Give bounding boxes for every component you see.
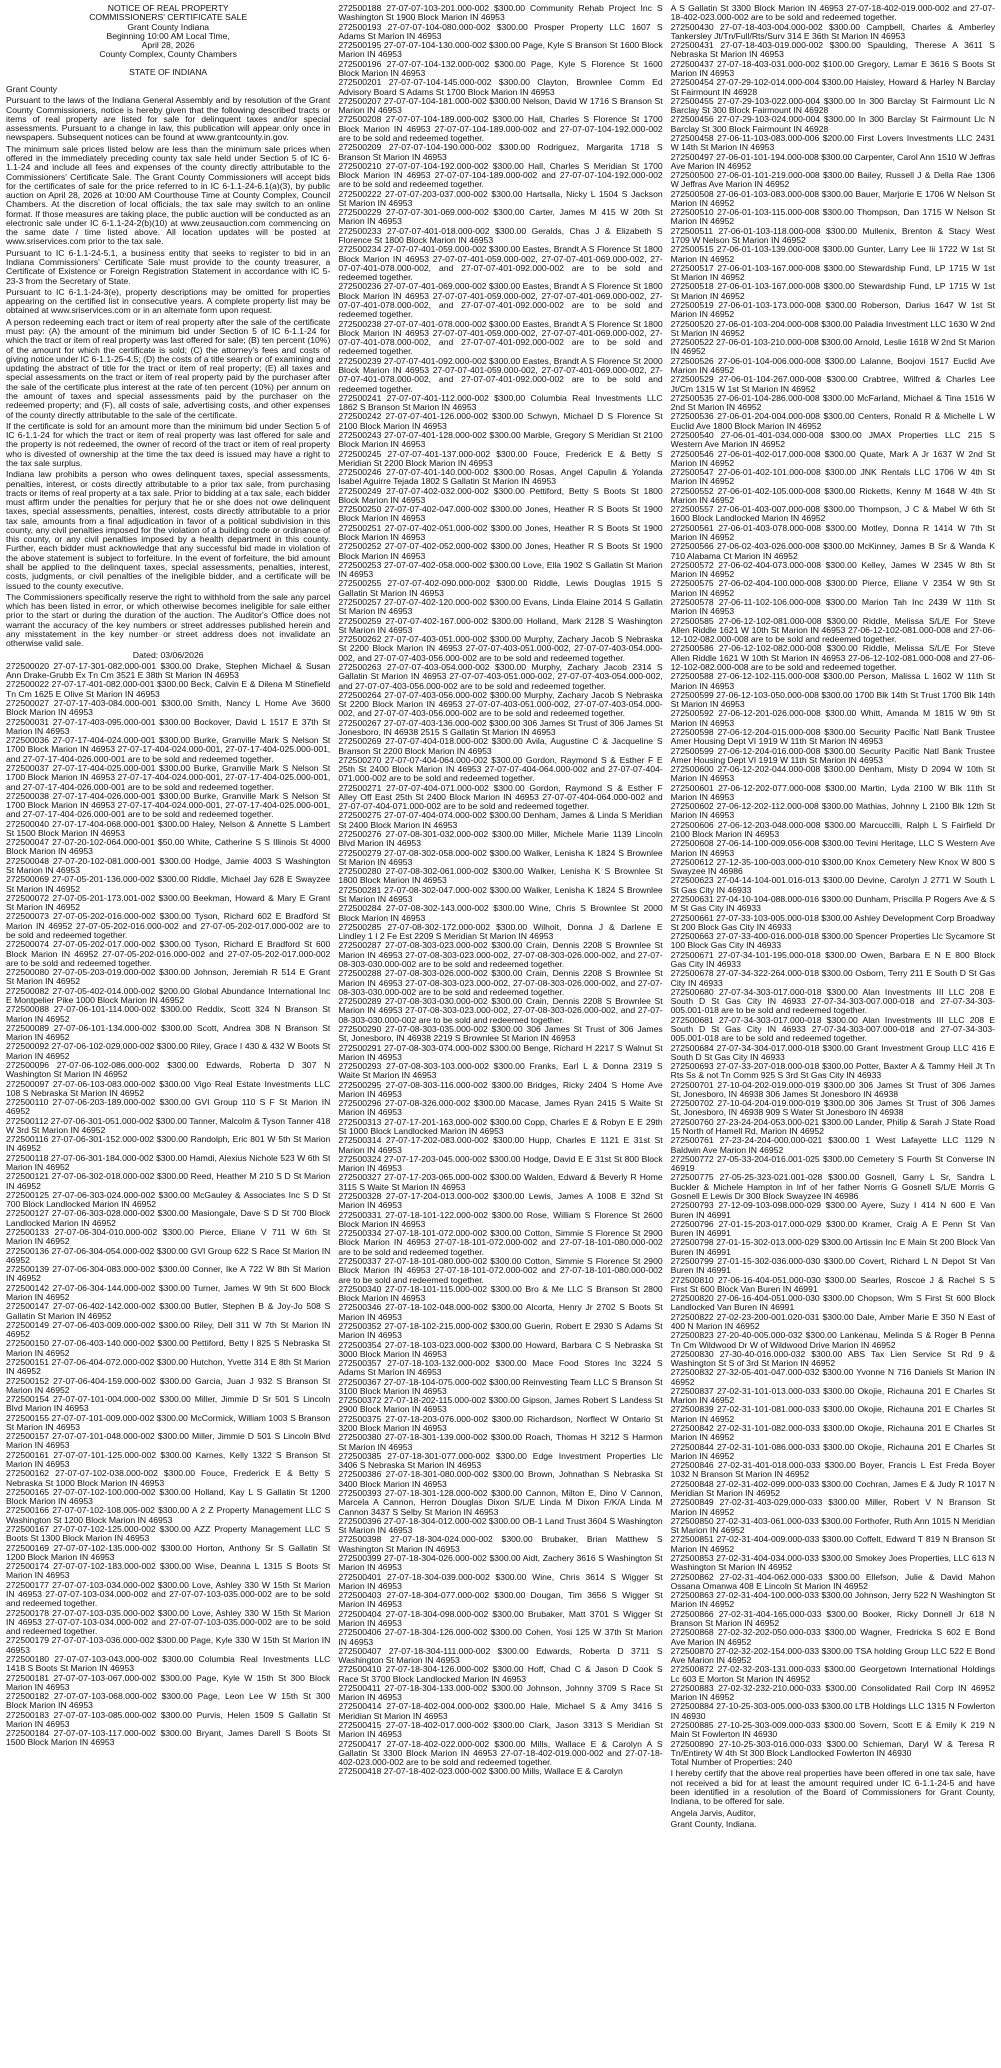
property-listing: 272500080 27-07-05-203-019.000-002 $300.00 Johnson, Jeremiah R 514 E Grant St Marion IN 46952 — [6, 967, 331, 987]
property-listing: 272500853 27-02-31-404-034.000-033 $300.00 Smokey Joes Properties, LLC 613 N Washington St Marion IN 46952 — [670, 1552, 995, 1573]
property-listing: 272500517 27-06-01-103-167.000-008 $300.00 Stewardship Fund, LP 1715 W 1st St Marion IN 46952 — [670, 262, 995, 283]
property-listing: 272500793 27-12-09-103-098.000-029 $300.00 Ayere, Suzy I 414 N 600 E Van Buren IN 46991 — [670, 1200, 995, 1220]
property-listing: 272500830 27-30-40-016.000-032 $300.00 ABS Tax Lien Service St Rd 9 & Washington St S of 3rd St Marion IN 46952 — [670, 1348, 995, 1369]
property-listing: 272500796 27-01-15-203-017.000-029 $300.00 Kramer, Craig A E Penn St Van Buren IN 46991 — [670, 1218, 995, 1239]
property-listing: 272500518 27-06-01-103-167.000-008 $300.00 Stewardship Fund, LP 1715 W 1st St Marion IN 46952 — [670, 281, 995, 301]
property-listing: 272500872 27-02-32-203-131.000-033 $300.00 Georgetown International Holdings Lc 603 E Morton St Marion IN 46952 — [670, 1664, 995, 1684]
property-listing: 272500208 27-07-07-104-189.000-002 $300.00 Hall, Charles S Florence St 1700 Block Marion IN 46953 27-07-07-104-189.000-002 and 27-07-07-104-192.000-002 are to be sold and redeemed together. — [338, 114, 663, 143]
property-listing: 272500284 27-07-08-302-143.000-002 $300.00 Wine, Chris S Brownlee St 2000 Block Marion IN 46953 — [338, 903, 663, 923]
property-listing: 272500407 27-07-18-304-111.000-002 $300.00 Edwards, Roberta D 3711 S Washington St Marion IN 46953 — [338, 1645, 663, 1666]
property-listing: 272500775 27-05-25-323-021.001-028 $300.00 Gosnell, Garry L Sr, Sandra L Buckler & Michele Hampton in lnf of her father Norris G Gosnell S/L/E Morris G Gosnell E Lewis Dr 300 Block Swayzee IN 46986 — [670, 1172, 995, 1201]
property-listing: 272500761 27-23-24-204-000.000-021 $300.00 1 West Lafayette LLC 1129 N Baldwin Ave Marion IN 46952 — [670, 1135, 995, 1155]
property-listing: 272500681 27-07-34-303-017.000-018 $300.00 Alan Investments III LLC 208 E South D St Gas City IN 46933 27-07-34-303-007.000-018 and 27-07-34-303-005.001-018 are to be sold and redeemed together. — [670, 1014, 995, 1044]
property-listing: 272500269 27-07-07-404-018.000-002 $300.00 Avila, Augustine C & Jacqueline S Branson St 2200 Block Marion IN 46953 — [338, 736, 663, 756]
property-listing: 272500798 27-01-15-302-013.000-029 $300.00 Artissin Inc E Main St 200 Block Van Buren IN 46991 — [670, 1237, 995, 1257]
property-listing: 272500631 27-04-10-104-088.000-016 $300.00 Dunham, Priscilla P Rogers Ave & S M St Gas City IN 46933 — [670, 894, 995, 914]
property-listing: 272500385 27-07-18-301-077.000-002 $300.00 Edge Investment Properties Llc 3406 S Nebraska St Marion IN 46953 — [338, 1450, 663, 1471]
property-listing: 272500684 27-07-34-304-017.000-018 $300.00 Grant Investment Group LLC 416 E South D St Gas City IN 46933 — [670, 1042, 995, 1062]
property-listing: 272500430 27-07-18-403-004.000-002 $300.00 Campbell, Charles & Amberley Tankersley Jt/Tn/Full/Rts/Surv 314 E 36th St Marion IN 46953 — [670, 21, 995, 41]
property-listing: 272500592 27-06-12-201-026.000-008 $300.00 Whitt, Amanda M 1815 W 9th St Marion IN 46953 — [670, 708, 995, 728]
property-listing: 272500851 27-02-31-404-009.000-033 $300.00 Coffelt, Edward T 819 N Branson St Marion IN 46952 — [670, 1534, 995, 1554]
property-listing: 272500166 27-07-07-102-108.005-002 $300.00 A 2 Z Property Management LLC S Washington St 1200 Block Marion IN 46953 — [6, 1505, 331, 1525]
property-listing: 272500606 27-06-12-203-048.000-008 $300.00 Marcuccilli, Ralph L S Fairfield Dr 2100 Block Marion IN 46953 — [670, 819, 995, 840]
property-listing: 272500702 27-10-04-204-019.000-019 $300.00 306 James St Trust of 306 James St, Jonesboro, IN 46938 909 S Water St Jonesboro IN 46938 — [670, 1098, 995, 1118]
notice-paragraph: The Commissioners specifically reserve the right to withhold from the sale any parcel which has been listed in error, or which otherwise becomes ineligible for sale either prior to the start or during the duration of the auction. The Auditor's Office does not warrant the accuracy of the key numbers or street addresses published herein and any misstatement in the key number or street address does not invalidate an otherwise valid sale. — [6, 591, 331, 649]
property-listing: 272500288 27-07-08-303-026.000-002 $300.00 Crain, Dennis 2208 S Brownlee St Marion IN 46953 27-07-08-303-023.000-002, 27-07-08-303-026.000-002, and 27-07-08-303-030.000-002 are to be sold and redeemed together. — [338, 968, 663, 997]
property-listing: 272500289 27-07-08-303-030.000-002 $300.00 Crain, Dennis 2208 S Brownlee St Marion IN 46953 27-07-08-303-023.000-002, 27-07-08-303-026.000-002, and 27-07-08-303-030.000-002 are to be sold and redeemed together. — [338, 996, 663, 1025]
property-listing: 272500177 27-07-07-103-034.000-002 $300.00 Love, Ashley 330 W 15th St Marion IN 46953 27-07-07-103-034.000-002 and 27-07-07-103-035.000-002 are to be sold and redeemed together. — [6, 1579, 331, 1609]
column-3 — [671, 4, 995, 2064]
property-listing: 272500263 27-07-07-403-054.000-002 $300.00 Murphy, Zachary Jacob 2314 S Gallatin St Marion IN 46953 27-07-07-403-051.000-002, 27-07-07-403-054.000-002, and 27-07-07-403-056.000-002 are to be sold and redeemed together. — [338, 661, 663, 691]
property-listing: 272500036 27-07-17-404-024.000-001 $300.00 Burke, Granville Mark S Nelson St 1700 Block Marion IN 46953 27-07-17-404-024.000-001, 27-07-17-404-025.000-001, and 27-07-17-404-026.000-001 are to be sold and redeemed together. — [6, 735, 331, 764]
property-listing: 272500246 27-07-07-401-140.000-002 $300.00 Rosas, Angel Capulin & Yolanda Isabel Aguirre Tejada 1802 S Gallatin St Marion IN 46953 — [338, 467, 663, 487]
property-listing: 272500678 27-07-34-322-264.000-018 $300.00 Osborn, Terry 211 E South D St Gas City IN 46933 — [670, 968, 995, 988]
property-listing: 272500255 27-07-07-402-090.000-002 $300.00 Riddle, Lewis Douglas 1915 S Gallatin St Marion IN 46953 — [338, 578, 663, 598]
property-listing: 272500839 27-02-31-101-081.000-033 $300.00 Okojie, Richauna 201 E Charles St Marion IN 46952 — [670, 1404, 995, 1424]
header-line: County Complex, County Chambers — [99, 49, 237, 60]
column-1 — [6, 4, 330, 2064]
property-listing: 272500372 27-07-18-202-115.000-002 $300.00 Gipson, James Robert S Landess St 2900 Block Marion IN 46953 — [338, 1395, 663, 1415]
property-listing: 272500601 27-06-12-202-077.000-008 $300.00 Martin, Lyda 2100 W Blk 11th St Marion IN 46953 — [670, 782, 995, 802]
total-properties: Total Number of Properties: 240 — [670, 1757, 792, 1768]
property-listing: 272500313 27-07-17-201-163.000-002 $300.00 Copp, Charles E & Robyn E E 29th St 1000 Block Landlocked Marion IN 46953 — [338, 1116, 663, 1137]
property-listing: 272500110 27-07-06-203-189.000-002 $300.00 GVI Group 110 S F St Marion IN 46952 — [6, 1097, 331, 1117]
property-listing: 272500183 27-07-07-103-085.000-002 $300.00 Purvis, Helen 1509 S Gallatin St Marion IN 46953 — [6, 1709, 331, 1729]
property-listing: 272500167 27-07-07-102-125.000-002 $300.00 AZZ Property Management LLC S Boots St 1300 Block Marion IN 46953 — [6, 1524, 331, 1544]
property-listing: 272500334 27-07-18-101-072.000-002 $300.00 Cotton, Simmie S Florence St 2900 Block Marion IN 46953 27-07-18-101-072.000-002 and 27-07-18-101-080.000-002 are to be sold and redeemed together. — [338, 1228, 663, 1257]
property-listing: 272500411 27-07-18-304-133.000-002 $300.00 Johnson, Johnny 3709 S Race St Marion IN 46953 — [338, 1682, 663, 1703]
property-listing: 272500196 27-07-07-104-132.000-002 $300.00 Page, Kyle S Florence St 1600 Block Marion IN 46953 — [338, 58, 663, 78]
property-listing: 272500182 27-07-07-103-068.000-002 $300.00 Page, Leon Lee W 15th St 300 Block Marion IN 46953 — [6, 1691, 331, 1711]
property-listing: 272500520 27-06-01-103-204.000-008 $300.00 Paladia Investment LLC 1630 W 2nd St Marion IN 46952 — [670, 318, 995, 338]
property-listing: 272500161 27-07-07-101-125.000-002 $300.00 Karnes, Kelly 1322 S Branson St Marion IN 46953 — [6, 1449, 331, 1470]
property-listing: 272500540 27-06-01-401-034.000-008 $300.00 JMAX Properties LLC 215 S Western Ave Marion IN 46952 — [670, 429, 995, 450]
notice-paragraph: The minimum sale prices listed below are less than the minimum sale prices when offered in the immediately preceding county tax sale held under Section 5 of IC 6-1.1-24 and include all fees and expenses of the county directly attributable to the Commissioners' Certificate Sale. The Grant County Commissioners will accept bids for the certificates of sale for the price referred to in IC 6-1.1-24-6.1(a)(3), by public auction on April 28, 2026 at 10:00 AM Courthouse Time at County Complex, Council Chambers. At the discretion of local officials, the tax sale may switch to an online format. If those measures are taking place, the public auction will be conducted as an electronic sale under IC 6-1.1-24-2(b)(10) at www.zeusauction.com commencing on the same date / time listed above. All location updates will be posted at www.sriservices.com prior to the tax sale. — [6, 143, 331, 247]
property-listing: 272500572 27-06-02-404-073.000-008 $300.00 Kelley, James W 2345 W 8th St Marion IN 46952 — [670, 559, 995, 580]
property-listing: 272500380 27-07-18-301-139.000-002 $300.00 Roach, Thomas H 3212 S Harmon St Marion IN 46953 — [338, 1432, 663, 1452]
property-listing: 272500037 27-07-17-404-025.000-001 $300.00 Burke, Granville Mark S Nelson St 1700 Block Marion IN 46953 27-07-17-404-024.000-001, 27-07-17-404-025.000-001, and 27-07-17-404-026.000-001 are to be sold and redeemed together. — [6, 762, 331, 792]
notice-header — [6, 4, 330, 60]
notice-paragraph: If the certificate is sold for an amount more than the minimum bid under Section 5 of IC 6-1.1-24 for which the tract or item of real property was last offered for sale and the property is not redeemed, the owner of record of the tract or item of real property who is divested of ownership at the time the tax deed is issued may have a right to the tax sale surplus. — [6, 420, 331, 468]
header-line: NOTICE OF REAL PROPERTY — [107, 4, 229, 13]
property-listing: 272500147 27-07-06-402-142.000-002 $300.00 Butler, Stephen B & Joy-Jo 508 S Gallatin St Marion IN 46952 — [6, 1301, 331, 1321]
property-listing: 272500180 27-07-07-103-043.000-002 $300.00 Columbia Real Investments LLC 1418 S Boots St Marion IN 46953 — [6, 1653, 331, 1674]
property-listing: 272500680 27-07-34-303-017.000-018 $300.00 Alan Investments III LLC 208 E South D St Gas City IN 46933 27-07-34-303-007.000-018 and 27-07-34-303-005.001-018 are to be sold and redeemed together. — [670, 986, 995, 1016]
property-listing: 272500561 27-06-01-403-078.000-008 $300.00 Motley, Donna R 1414 W 7th St Marion IN 46952 — [670, 522, 995, 543]
property-listing: 272500760 27-23-24-204-053.000-021 $300.00 Lander, Philip & Sarah J State Road 15 North of Hamell Rd, Marion IN 46952 — [670, 1116, 995, 1137]
property-listing: 272500178 27-07-07-103-035.000-002 $300.00 Love, Ashley 330 W 15th St Marion IN 46953 27-07-07-103-034.000-002 and 27-07-07-103-035.000-002 are to be sold and redeemed together. — [6, 1607, 331, 1637]
property-listing: 272500866 27-02-31-404-165.000-033 $300.00 Booker, Ricky Donnell Jr 618 N Branson St Marion IN 46952 — [670, 1608, 995, 1628]
property-listing: 272500600 27-06-12-202-044.000-008 $300.00 Denham, Misty D 2094 W 10th St Marion IN 46953 — [670, 764, 995, 784]
property-listing: 272500149 27-07-06-403-009.000-002 $300.00 Riley, Dell 311 W 7th St Marion IN 46952 — [6, 1319, 331, 1340]
auditor-signature: Angela Jarvis, Auditor, — [670, 1807, 756, 1818]
property-listing: 272500201 27-07-07-104-145.000-002 $300.00 Clayton, Brownlee Comm Ed Advisory Board S Adams St 1700 Block Marion IN 46953 — [338, 77, 663, 97]
property-listing: 272500020 27-07-17-301-082.000-001 $300.00 Drake, Stephen Michael & Susan Ann Drake-Grubb Ex Tn Cm 3521 E 38th St Marion IN 46953 — [6, 660, 331, 681]
property-listing: 272500885 27-10-25-303-009.000-033 $300.00 Sovern, Scott E & Emily K 219 N Main St Fowlerton IN 46930 — [670, 1720, 995, 1740]
property-listing: 272500241 27-07-07-401-112.000-002 $300.00 Columbia Real Investments LLC 1862 S Branson St Marion IN 46953 — [338, 392, 663, 413]
property-listing: 272500251 27-07-07-402-051.000-002 $300.00 Jones, Heather R S Boots St 1900 Block Marion IN 46953 — [338, 522, 663, 543]
property-listing: 272500837 27-02-31-101-013.000-033 $300.00 Okojie, Richauna 201 E Charles St Marion IN 46952 — [670, 1385, 995, 1406]
property-listing: 272500526 27-06-01-104-006.000-008 $300.00 Lalanne, Boojovi 1517 Euclid Ave Marion IN 46952 — [670, 355, 995, 375]
header-line: COMMISSIONERS' CERTIFICATE SALE — [89, 12, 248, 23]
property-listing: 272500519 27-06-01-103-173.000-008 $300.00 Roberson, Darius 1647 W 1st St Marion IN 46952 — [670, 300, 995, 320]
property-listing: 272500598 27-06-12-204-015.000-008 $300.00 Security Pacific Natl Bank Trustee Amer Housing Dept VI 1919 W 11th St Marion IN 46953 — [670, 726, 995, 747]
property-listing: 272500072 27-07-05-201-173.001-002 $300.00 Beekman, Howard & Mary E Grant St Marion IN 46952 — [6, 892, 331, 913]
property-listing: 272500396 27-07-18-304-012.000-002 $300.00 OB-1 Land Trust 3604 S Washington St Marion IN 46953 — [338, 1515, 663, 1536]
property-listing: 272500823 27-20-40-005.000-032 $300.00 Lankenau, Melinda S & Roger B Penna Tn Cm Wildwood Dr W of Wildwood Drive Marion IN 46952 — [670, 1330, 995, 1350]
header-line: Beginning 10:00 AM Local Time, — [106, 30, 230, 41]
property-listing: 272500181 27-07-07-103-067.000-002 $300.00 Page, Kyle W 15th St 300 Block Marion IN 46953 — [6, 1672, 331, 1692]
property-listing: 272500139 27-07-06-304-083.000-002 $300.00 Conner, Ike A 722 W 8th St Marion IN 46952 — [6, 1264, 331, 1284]
state-heading: STATE OF INDIANA — [129, 66, 208, 77]
property-listing: 272500295 27-07-08-303-116.000-002 $300.00 Bridges, Ricky 2404 S Home Ave Marion IN 46953 — [338, 1079, 663, 1099]
property-listing: 272500239 27-07-07-401-092.000-002 $300.00 Eastes, Brandt A S Florence St 2000 Block Marion IN 46953 27-07-07-401-059.000-002, 27-07-07-401-069.000-002, 27-07-07-401-078.000-002, and 27-07-07-401-092.000-002 are to be sold and redeemed together. — [338, 355, 663, 394]
property-listing: 272500890 27-10-25-303-016.000-033 $300.00 Schieman, Daryl W & Teresa R Tn/Entirety W 4th St 300 Block Landlocked Fowlerton IN 46930 — [670, 1738, 995, 1758]
property-listing: 272500850 27-02-31-403-061.000-033 $300.00 Forthofer, Ruth Ann 1015 N Meridian St Marion IN 46952 — [670, 1515, 995, 1536]
property-listing: 272500162 27-07-07-102-038.000-002 $300.00 Fouce, Frederick E & Betty S Nebraska St 1000 Block Marion IN 46953 — [6, 1468, 331, 1488]
property-listing: 272500515 27-06-01-103-139.000-008 $300.00 Gunter, Larry Lee Iii 1722 W 1st St Marion IN 46952 — [670, 244, 995, 264]
county-signature: Grant County, Indiana. — [670, 1818, 757, 1829]
property-listing: 272500393 27-07-18-301-128.000-002 $300.00 Cannon, Milton E, Dino V Cannon, Marcela A Cannon, Herron Douglas Dixon S/L/E Linda M Dixon F/K/A Linda M Cannon 3437 S Selby St Marion IN 46953 — [338, 1488, 663, 1517]
property-listing: 272500121 27-07-06-302-018.000-002 $300.00 Reed, Heather M 210 S D St Marion IN 46952 — [6, 1171, 331, 1191]
property-listing: 272500112 27-07-06-301-051.000-002 $300.00 Tanner, Malcolm & Tyson Tanner 418 W 3rd St Marion IN 46952 — [6, 1115, 331, 1135]
property-listing: 272500296 27-07-08-326.000-002 $300.00 Macase, James Ryan 2415 S Waite St Marion IN 46953 — [338, 1098, 663, 1118]
property-listing: 272500088 27-07-06-101-114.000-002 $300.00 Reddix, Scott 324 N Branson St Marion IN 46952 — [6, 1004, 331, 1024]
property-listing: 272500404 27-07-18-304-098.000-002 $300.00 Brubaker, Matt 3701 S Wigger St Marion IN 46953 — [338, 1608, 663, 1628]
property-listing: 272500165 27-07-07-102-100.000-002 $300.00 Holland, Kay L S Gallatin St 1200 Block Marion IN 46953 — [6, 1486, 331, 1507]
listing-list-col1 — [6, 662, 330, 1748]
property-listing: 272500222 27-07-07-203-037.000-002 $300.00 Hartsalla, Nicky L 1504 S Jackson St Marion IN 46953 — [338, 188, 663, 208]
property-listing: 272500844 27-02-31-101-086.000-033 $300.00 Okojie, Richauna 201 E Charles St Marion IN 46952 — [670, 1441, 995, 1461]
property-listing: 272500275 27-07-07-404-074.000-002 $300.00 Denham, James & Linda S Meridian St 2400 Block Marion IN 46953 — [338, 810, 663, 830]
property-listing: 272500271 27-07-07-404-071.000-002 $300.00 Gordon, Raymond S & Esther F Alley Off East 25th St 2400 Block Marion IN 46953 27-07-07-404-064.000-002 and 27-07-07-404-071.000-002 are to be sold and redeemed together. — [338, 782, 663, 812]
property-listing: 272500314 27-07-17-202-083.000-002 $300.00 Hupp, Charles E 1121 E 31st St Marion IN 46953 — [338, 1135, 663, 1155]
property-listing: 272500280 27-07-08-302-061.000-002 $300.00 Walker, Lenisha K S Brownlee St 1800 Block Marion IN 46953 — [338, 866, 663, 886]
property-listing: 272500242 27-07-07-401-126.000-002 $300.00 Schwyn, Michael D S Florence St 2100 Block Marion IN 46953 — [338, 411, 663, 431]
property-listing: 272500552 27-06-01-402-105.000-008 $300.00 Ricketts, Kenny M 1648 W 4th St Marion IN 46952 — [670, 485, 995, 505]
property-listing: 272500169 27-07-07-102-135.000-002 $300.00 Horton, Anthony Sr S Gallatin St 1200 Block Marion IN 46953 — [6, 1542, 331, 1562]
property-listing: 272500842 27-02-31-101-082.000-033 $300.00 Okojie, Richauna 201 E Charles St Marion IN 46952 — [670, 1423, 995, 1443]
property-listing: 272500883 27-02-32-232-210.000-033 $300.00 Consolidated Rail Corp IN 46952 Marion IN 46952 — [670, 1682, 995, 1703]
property-listing: 272500152 27-07-06-404-159.000-002 $300.00 Garcia, Juan J 932 S Branson St Marion IN 46952 — [6, 1375, 331, 1395]
property-listing: 272500184 27-07-07-103-117.000-002 $300.00 Bryant, James Darell S Boots St 1500 Block Marion IN 46953 — [6, 1728, 331, 1748]
property-listing: 272500038 27-07-17-404-026.000-001 $300.00 Burke, Granville Mark S Nelson St 1700 Block Marion IN 46953 27-07-17-404-024.000-001, 27-07-17-404-025.000-001, and 27-07-17-404-026.000-001 are to be sold and redeemed together. — [6, 790, 331, 820]
property-listing: 272500327 27-07-17-203-065.000-002 $300.00 Walden, Edward & Beverly R Home 3115 S Waite St Marion IN 46953 — [338, 1172, 663, 1192]
property-listing: 272500207 27-07-07-104-181.000-002 $300.00 Nelson, David W 1716 S Branson St Marion IN 46953 — [338, 95, 663, 116]
property-listing: 272500599 27-06-12-204-016.000-008 $300.00 Security Pacific Natl Bank Trustee Amer Housing Dept VI 1919 W 11th St Marion IN 46953 — [670, 745, 995, 765]
property-listing: 272500257 27-07-07-402-120.000-002 $300.00 Evans, Linda Elaine 2014 S Gallatin St Marion IN 46953 — [338, 597, 663, 617]
property-listing: 272500455 27-07-29-103-022.000-004 $300.00 In 300 Barclay St Fairmount Llc N Barclay St 300 Block Fairmount IN 46928 — [670, 95, 995, 116]
property-listing: 272500337 27-07-18-101-080.000-002 $300.00 Cotton, Simmie S Florence St 2900 Block Marion IN 46953 27-07-18-101-072.000-002 and 27-07-18-101-080.000-002 are to be sold and redeemed together. — [338, 1255, 663, 1285]
property-listing: 272500418 27-07-18-402-023.000-002 $300.00 Mills, Wallace E & Carolyn — [338, 1766, 623, 1777]
property-listing: 272500252 27-07-07-402-052.000-002 $300.00 Jones, Heather R S Boots St 1900 Block Marion IN 46953 — [338, 541, 663, 561]
property-listing: 272500027 27-07-17-403-084.000-001 $300.00 Smith, Nancy L Home Ave 3600 Block Marion IN 46953 — [6, 697, 331, 718]
property-listing: 272500293 27-07-08-303-103.000-002 $300.00 Franks, Earl L & Donna 2319 S Waite St Marion IN 46953 — [338, 1061, 663, 1081]
property-listing: 272500209 27-07-07-104-190.000-002 $300.00 Rodriguez, Margarita 1718 S Branson St Marion IN 46953 — [338, 142, 663, 162]
property-listing: 272500233 27-07-07-401-018.000-002 $300.00 Geralds, Chas J & Elizabeth S Florence St 1800 Block Marion IN 46953 — [338, 225, 663, 246]
property-listing: 272500074 27-07-05-202-017.000-002 $300.00 Tyson, Richard E Bradford St 600 Block Marion IN 46952 27-07-05-202-016.000-002 and 27-07-05-202-017.000-002 are to be sold and redeemed together. — [6, 939, 331, 968]
property-listing: 272500262 27-07-07-403-051.000-002 $300.00 Murphy, Zachary Jacob S Nebraska St 2200 Block Marion IN 46953 27-07-07-403-051.000-002, 27-07-07-403-054.000-002, and 27-07-07-403-056.000-002 are to be sold and redeemed together. — [338, 634, 663, 663]
property-listing: 272500612 27-12-35-100-003.000-010 $300.00 Knox Cemetery New Knox W 800 S Swayzee IN 46986 — [670, 856, 995, 877]
property-listing: 272500125 27-07-06-303-024.000-002 $300.00 McGauley & Associates Inc S D St 700 Block Landlocked Marion IN 46952 — [6, 1189, 331, 1210]
property-listing: 272500799 27-01-15-302-036.000-030 $300.00 Covert, Richard L N Depot St Van Buren IN 46991 — [670, 1255, 995, 1276]
property-listing: 272500245 27-07-07-401-137.000-002 $300.00 Fouce, Frederick E & Betty S Meridian St 2200 Block Marion IN 46953 — [338, 448, 663, 468]
property-listing: 272500276 27-07-08-301-032.000-002 $300.00 Miller, Michele Marie 1139 Lincoln Blvd Marion IN 46953 — [338, 829, 663, 849]
property-listing: 272500047 27-07-20-102-064.000-001 $50.00 White, Catherine S S Illinois St 4000 Block Marion IN 46953 — [6, 837, 331, 857]
property-listing: 272500557 27-06-01-403-007.000-008 $300.00 Thompson, J C & Mabel W 6th St 1600 Block Landlocked Marion IN 46952 — [670, 504, 995, 524]
property-listing: 272500510 27-06-01-103-115.000-008 $300.00 Thompson, Dan 1715 W Nelson St Marion IN 46952 — [670, 207, 995, 227]
property-listing: 272500403 27-07-18-304-077.000-002 $300.00 Dougan, Tim 3656 S Wigger St Marion IN 46953 — [338, 1590, 663, 1610]
property-listing: 272500586 27-06-12-102-082.000-008 $300.00 Riddle, Melissa S/L/E For Steve Allen Riddle 1621 W 10th St Marion IN 46953 27-06-12-102-081.000-008 and 27-06-12-102-082.000-008 are to be sold and redeemed together. — [670, 643, 995, 672]
property-listing: 272500048 27-07-20-102-081.000-001 $300.00 Hodge, Jamie 4003 S Washington St Marion IN 46953 — [6, 855, 331, 876]
property-listing: 272500410 27-07-18-304-126.000-002 $300.00 Hoff, Chad C & Jason D Cook S Race St 3700 Block Landlocked Marion IN 46953 — [338, 1664, 663, 1684]
property-listing: 272500179 27-07-07-103-036.000-002 $300.00 Page, Kyle 330 W 15th St Marion IN 46953 — [6, 1635, 331, 1655]
property-listing: 272500375 27-07-18-203-076.000-002 $300.00 Richardson, Norflect W Ontario St 3200 Block Marion IN 46953 — [338, 1413, 663, 1434]
property-listing: 272500454 27-07-29-102-014.000-004 $300.00 Haisley, Howard & Harley N Barclay St Fairmount IN 46928 — [670, 77, 995, 97]
property-listing: 272500040 27-07-17-404-068.000-001 $300.00 Haley, Nelson & Annette S Lambert St 1500 Block Marion IN 46953 — [6, 818, 331, 838]
property-listing: 272500846 27-02-31-401-018.000-033 $300.00 Boyer, Francis L Est Freda Boyer 1032 N Branson St Marion IN 46952 — [670, 1460, 995, 1480]
property-listing: 272500497 27-06-01-101-194.000-008 $300.00 Carpenter, Carol Ann 1510 W Jeffras Ave Marion IN 46952 — [670, 151, 995, 171]
property-listing: 272500238 27-07-07-401-078.000-002 $300.00 Eastes, Brandt A S Florence St 1800 Block Marion IN 46953 27-07-07-401-059.000-002, 27-07-07-401-069.000-002, 27-07-07-401-078.000-002, and 27-07-07-401-092.000-002 are to be sold and redeemed together. — [338, 318, 663, 357]
property-listing: 272500810 27-06-16-404-051.000-030 $300.00 Searles, Roscoe J & Rachel S S First St 600 Block Van Buren IN 46991 — [670, 1274, 995, 1294]
property-listing: 272500285 27-07-08-302-172.000-002 $300.00 Wilhoit, Donna J & Darlene E Lindley 1 I 2 Fe Est 2209 S Meridian St Marion IN 46953 — [338, 921, 663, 942]
property-listing: 272500346 27-07-18-102-048.000-002 $300.00 Alcorta, Henry Jr 2702 S Boots St Marion IN 46953 — [338, 1302, 663, 1322]
property-listing: 272500415 27-07-18-402-017.000-002 $300.00 Clark, Jason 3313 S Meridian St Marion IN 46953 — [338, 1720, 663, 1740]
property-listing: 272500229 27-07-07-301-069.000-002 $300.00 Carter, James M 415 W 20th St Marion IN 46953 — [338, 207, 663, 227]
property-listing: 272500437 27-07-18-403-031.000-002 $100.00 Gregory, Lamar E 3616 S Boots St Marion IN 46953 — [670, 58, 995, 78]
property-listing: 272500701 27-10-04-202-019.000-019 $300.00 306 James St Trust of 306 James St, Jonesboro, IN 46938 306 James St Jonesboro IN 46938 — [670, 1079, 995, 1099]
property-listing: 272500236 27-07-07-401-069.000-002 $300.00 Eastes, Brandt A S Florence St 1800 Block Marion IN 46953 27-07-07-401-059.000-002, 27-07-07-401-069.000-002, 27-07-07-401-078.000-002, and 27-07-07-401-092.000-002 are to be sold and redeemed together. — [338, 281, 663, 320]
property-listing: 272500195 27-07-07-104-130.000-002 $300.00 Page, Kyle S Branson St 1600 Block Marion IN 46953 — [338, 40, 663, 60]
property-listing: 272500367 27-07-18-104-075.000-002 $300.00 Reinvesting Team LLC S Branson St 3100 Block Marion IN 46953 — [338, 1376, 663, 1396]
listing-list-col2 — [338, 4, 662, 1777]
property-listing: 272500849 27-02-31-403-029.000-033 $300.00 Miller, Robert V N Branson St Marion IN 46952 — [670, 1497, 995, 1517]
property-listing: 272500578 27-06-11-102-106.000-008 $300.00 Marion Tah Inc 2439 W 11th St Marion IN 46953 — [670, 597, 995, 617]
property-listing: 272500870 27-02-32-202-154.000-033 $300.00 TSA holding Group LLC 522 E Bond Ave Marion IN 46952 — [670, 1645, 995, 1666]
property-listing: 272500155 27-07-07-101-009.000-002 $300.00 McCormick, William 1003 S Branson St Marion IN 46953 — [6, 1412, 331, 1432]
property-listing: 272500210 27-07-07-104-192.000-002 $300.00 Hall, Charles S Meridian St 1700 Block Marion IN 46953 27-07-07-104-189.000-002 and 27-07-07-104-192.000-002 are to be sold and redeemed together. — [338, 160, 663, 190]
property-listing: 272500281 27-07-08-302-047.000-002 $300.00 Walker, Lenisha K 1824 S Brownlee St Marion IN 46953 — [338, 884, 663, 904]
property-listing: 272500511 27-06-01-103-118.000-008 $300.00 Mullenix, Brenton & Stacy West 1709 W Nelson St Marion IN 46952 — [670, 225, 995, 246]
property-listing: 272500096 27-07-06-102-086.000-002 $300.00 Edwards, Roberta D 307 N Washington St Marion IN 46952 — [6, 1059, 331, 1080]
property-listing: 272500884 27-10-25-303-005.000-033 $300.00 LTB Holdings LLC 1315 N Fowlerton IN 46930 — [670, 1701, 995, 1721]
notice-paragraph: Pursuant to IC 6-1.1-24-5.1, a business entity that seeks to register to bid in an Indiana Commissioners' Certificate Sale must provide to the county treasurer, a Certificate of Existence or Foreign Registration Statement in accordance with IC 5-23-3 from the Secretary of State. — [6, 247, 331, 286]
property-listing: 272500250 27-07-07-402-047.000-002 $300.00 Jones, Heather R S Boots St 1900 Block Marion IN 46953 — [338, 504, 663, 524]
property-listing: 272500357 27-07-18-103-132.000-002 $300.00 Mace Food Stores Inc 3224 S Adams St Marion IN 46953 — [338, 1358, 663, 1378]
property-listing: 272500414 27-07-18-402-004.000-002 $300.00 Hale, Michael S & Amy 3416 S Meridian St Marion IN 46953 — [338, 1701, 663, 1721]
certification-text: I hereby certify that the above real properties have been offered in one tax sale, have not received a bid for at least the amount required under IC 6-1.1-24-5 and have been identified in a resolution of the Board of Commissioners for Grant County, Indiana, to be offered for sale. — [670, 1768, 995, 1807]
property-listing: 272500142 27-07-06-304-144.000-002 $300.00 Turner, James W 9th St 600 Block Marion IN 46952 — [6, 1282, 331, 1302]
property-listing: 272500118 27-07-06-301-184.000-002 $300.00 Hamdi, Alexius Nichole 523 W 6th St Marion IN 46952 — [6, 1152, 331, 1173]
property-listing: 272500097 27-07-06-103-083.000-002 $300.00 Vigo Real Estate Investments LLC 108 S Nebraska St Marion IN 46952 — [6, 1078, 331, 1098]
property-listing: 272500575 27-06-02-404-100.000-008 $300.00 Pierce, Eliane V 2354 W 9th St Marion IN 46952 — [670, 578, 995, 598]
property-listing: 272500290 27-07-08-303-035.000-002 $300.00 306 James St Trust of 306 James St, Jonesboro, IN 46938 2219 S Brownlee St Marion IN 46953 — [338, 1023, 663, 1044]
property-listing: 272500456 27-07-29-103-024.000-004 $300.00 In 300 Barclay St Fairmount Llc N Barclay St 300 Block Fairmount IN 46928 — [670, 114, 995, 134]
property-listing: 272500154 27-07-07-101-004.000-002 $300.00 Miller, Jimmie D Sr 501 S Lincoln Blvd Marion IN 46953 — [6, 1394, 331, 1414]
property-listing: 272500259 27-07-07-402-167.000-002 $300.00 Holland, Mark 2128 S Washington St Marion IN 46953 — [338, 615, 663, 635]
property-listing: 272500150 27-07-06-403-140.000-002 $300.00 Pettiford, Betty I 825 S Nebraska St Marion IN 46952 — [6, 1338, 331, 1358]
property-listing: 272500082 27-07-05-402-014.000-002 $200.00 Global Abundance International Inc E Montpelier Pike 1000 Block Marion IN 46952 — [6, 985, 331, 1005]
property-listing: 272500848 27-02-31-402-099.000-033 $300.00 Cochran, James E & Judy R 1017 N Meridian St Marion IN 46952 — [670, 1478, 995, 1498]
property-listing: 272500820 27-06-16-404-051.000-030 $300.00 Chopson, Wm S First St 600 Block Landlocked Van Buren IN 46991 — [670, 1293, 995, 1313]
property-listing: 272500566 27-06-02-403-026.000-008 $300.00 McKinney, James B Sr & Wanda K 710 Alabama Ct Marion IN 46952 — [670, 541, 995, 561]
property-listing: 272500401 27-07-18-304-039.000-002 $300.00 Wine, Chris 3614 S Wigger St Marion IN 46953 — [338, 1571, 663, 1591]
header-line: April 28, 2026 — [141, 40, 195, 51]
property-listing: 272500092 27-07-06-102-029.000-002 $300.00 Riley, Grace I 430 & 432 W Boots St Marion IN 46952 — [6, 1041, 331, 1061]
property-listing: 272500151 27-07-06-404-072.000-002 $300.00 Hutchon, Yvette 314 E 8th St Marion IN 46952 — [6, 1356, 331, 1377]
county-line: Grant County — [6, 83, 58, 94]
property-listing: 272500399 27-07-18-304-026.000-002 $300.00 Aidt, Zachery 3616 S Washington St Marion IN 46953 — [338, 1552, 663, 1573]
property-listing: 272500031 27-07-17-403-095.000-001 $300.00 Bockover, David L 1517 E 37th St Marion IN 46953 — [6, 716, 331, 736]
property-listing: 272500522 27-06-01-103-210.000-008 $300.00 Arnold, Leslie 1618 W 2nd St Marion IN 46952 — [670, 337, 995, 357]
property-listing: 272500291 27-07-08-303-074.000-002 $300.00 Benge, Richard H 2217 S Walnut St Marion IN 46953 — [338, 1042, 663, 1062]
property-listing: 272500264 27-07-07-403-056.000-002 $300.00 Murphy, Zachary Jacob S Nebraska St 2200 Block Marion IN 46953 27-07-07-403-051.000-002, 27-07-07-403-054.000-002, and 27-07-07-403-056.000-002 are to be sold and redeemed together. — [338, 689, 663, 719]
property-listing: 272500328 27-07-17-204-013.000-002 $300.00 Lewis, James A 1008 E 32nd St Marion IN 46953 — [338, 1191, 663, 1211]
property-listing: 272500608 27-06-14-100-009.056-008 $300.00 Tevini Heritage, LLC S Western Ave Marion IN 46953 — [670, 838, 995, 858]
property-listing: 272500671 27-07-34-101-195.000-018 $300.00 Owen, Barbara E N E 800 Block Gas City IN 46933 — [670, 949, 995, 969]
property-listing: 272500386 27-07-18-301-080.000-002 $300.00 Brown, Johnathan S Nebraska St 3400 Block Marion IN 46953 — [338, 1469, 663, 1489]
property-listing: 272500354 27-07-18-103-023.000-002 $300.00 Howard, Barbara C S Nebraska St 3000 Block Marion IN 46953 — [338, 1339, 663, 1359]
property-listing: 272500663 27-07-33-400-016.000-018 $300.00 Spencer Properties Llc Sycamore St 100 Block Gas City IN 46933 — [670, 931, 995, 951]
property-listing: 272500234 27-07-07-401-059.000-002 $300.00 Eastes, Brandt A S Florence St 1800 Block Marion IN 46953 27-07-07-401-059.000-002, 27-07-07-401-069.000-002, 27-07-07-401-078.000-002, and 27-07-07-401-092.000-002 are to be sold and redeemed together. — [338, 244, 663, 283]
property-listing: 272500822 27-02-23-200-001.020-031 $300.00 Dale, Amber Marie E 350 N East of 400 N Marion IN 46952 — [670, 1311, 995, 1331]
listing-list-col3 — [671, 4, 995, 1758]
property-listing: 272500073 27-07-05-202-016.000-002 $300.00 Tyson, Richard 602 E Bradford St Marion IN 46952 27-07-05-202-016.000-002 and 27-07-05-202-017.000-002 are to be sold and redeemed together. — [6, 911, 331, 940]
property-listing: 272500267 27-07-07-403-136.000-002 $300.00 306 James St Trust of 306 James St Jonesboro, IN 46938 2515 S Gallatin St Marion IN 46953 — [338, 717, 663, 737]
property-listing: 272500431 27-07-18-403-019.000-002 $300.00 Spaulding, Therese A 3611 S Nebraska St Marion IN 46953 — [670, 40, 995, 60]
notice-paragraph: Pursuant to the laws of the Indiana General Assembly and by resolution of the Grant County Commissioners, notice is hereby given that the following described tracts or items of real property are listed for sale for delinquent taxes and/or special assessments. Pursuant to a change in law, this publication will appear only once in newspapers. Subsequent notices can be found at www.grantcounty.in.gov. — [6, 95, 331, 143]
property-listing: 272500458 27-06-11-103-083.000-006 $200.00 First Lovers Investments LLC 2431 W 14th St Marion IN 46953 — [670, 132, 995, 153]
property-listing: 272500529 27-06-01-104-267.000-008 $300.00 Crabtree, Wilfred & Charles Lee Jt/Cm 1315 W 1st St Marion IN 46952 — [670, 374, 995, 394]
property-listing: 272500340 27-07-18-101-115.000-002 $300.00 Bro & Me LLC S Branson St 2800 Block Marion IN 46953 — [338, 1283, 663, 1304]
property-listing: 272500546 27-06-01-402-017.000-008 $300.00 Quate, Mark A Jr 1637 W 2nd St Marion IN 46952 — [670, 448, 995, 468]
property-listing: 272500588 27-06-12-102-115.000-008 $300.00 Person, Malissa L 1602 W 11th St Marion IN 46953 — [670, 671, 995, 691]
property-listing: 272500127 27-07-06-303-028.000-002 $300.00 Masiongale, Dave S D St 700 Block Landlocked Marion IN 46952 — [6, 1208, 331, 1228]
property-listing: 272500585 27-06-12-102-081.000-008 $300.00 Riddle, Melissa S/L/E For Steve Allen Riddle 1621 W 10th St Marion IN 46953 27-06-12-102-081.000-008 and 27-06-12-102-082.000-008 are to be sold and redeemed together. — [670, 615, 995, 645]
property-listing: 272500693 27-07-33-207-018.000-018 $300.00 Potter, Baxter A & Tammy Heil Jt Tn Rts Ss & not Tn Comm 925 S 3rd St Gas City IN 46933 — [670, 1061, 995, 1081]
property-listing: 272500868 27-02-32-202-050.000-033 $300.00 Wagner, Fredricka S 602 E Bond Ave Marion IN 46952 — [670, 1627, 995, 1647]
property-listing: 272500324 27-07-17-203-045.000-002 $300.00 Hodge, David E E 31st St 800 Block Marion IN 46953 — [338, 1153, 663, 1174]
property-listing: 272500331 27-07-18-101-122.000-002 $300.00 Rose, William S Florence St 2600 Block Marion IN 46953 — [338, 1209, 663, 1229]
notice-paragraph: Indiana law prohibits a person who owes delinquent taxes, special assessments, penalties, interest, or costs directly attributable to a prior tax sale, from purchasing tracts or items of real property at a tax sale. Prior to bidding at a tax sale, each bidder must affirm under the penalties for perjury that he or she does not owe delinquent taxes, special assessments, penalties, interest, costs directly attributable to a prior tax sale, amounts from a final adjudication in favor of a political subdivision in this county, any civil penalties imposed for the violation of a building code or ordinance of this county, or any civil penalties imposed by a health department in this county. Further, each bidder must acknowledge that any successful bid made in violation of the above statement is subject to forfeiture. In the event of forfeiture, the bid amount shall be applied to the delinquent taxes, special assessments, penalties, interest, costs, judgments, or civil penalties of the ineligible bidder, and a certificate will be issued to the county executive. — [6, 469, 331, 591]
header-line: Grant County Indiana — [127, 21, 210, 32]
property-listing: 272500398 27-07-18-304-024.000-002 $300.00 Brubaker, Brian Matthew S Washington St Marion IN 46953 — [338, 1534, 663, 1554]
property-listing: 272500772 27-05-33-204-016.001-025 $300.00 Cemetery S Fourth St Converse IN 46919 — [670, 1153, 995, 1174]
property-listing: 272500136 27-07-06-304-054.000-002 $300.00 GVI Group 622 S Race St Marion IN 46952 — [6, 1245, 331, 1265]
property-listing: 272500253 27-07-07-402-058.000-002 $300.00 Love, Ella 1902 S Gallatin St Marion IN 46953 — [338, 559, 663, 580]
property-listing: A S Gallatin St 3300 Block Marion IN 46953 27-07-18-402-019.000-002 and 27-07-18-402-023.000-002 are to be sold and redeemed together. — [670, 4, 995, 23]
column-2 — [338, 4, 662, 2064]
property-listing: 272500022 27-07-17-401-082.000-001 $300.00 Beck, Calvin E & Dilena M Stinefield Tn Cm 1625 E Olive St Marion IN 46953 — [6, 679, 331, 699]
notice-paragraph: Pursuant to IC 6-1.1-24-3(e), property descriptions may be omitted for properties appearing on the certified list in consecutive years. A complete property list may be obtained at www.sriservices.com or in an alternate form upon request. — [6, 286, 331, 316]
property-listing: 272500270 27-07-07-404-064.000-002 $300.00 Gordon, Raymond S & Esther F E 25th St 2400 Block Marion IN 46953 27-07-07-404-064.000-002 and 27-07-07-404-071.000-002 are to be sold and redeemed together. — [338, 754, 663, 784]
property-listing: 272500623 27-04-14-104-001.016-013 $300.00 Devine, Carolyn J 2771 W South L St Gas City IN 46933 — [670, 875, 995, 895]
property-listing: 272500188 27-07-07-103-201.000-002 $300.00 Community Rehab Project Inc S Washington St 1900 Block Marion IN 46953 — [338, 4, 663, 23]
notice-paragraph: A person redeeming each tract or item of real property after the sale of the certificate must pay: (A) the amount of the minimum bid under Section 5 of IC 6-1.1-24 for which the tract or item of real property was last offered for sale; (B) ten percent (10%) of the amount for which the certificate is sold; (C) the attorney's fees and costs of giving notice under IC 6-1.1-25-4.5; (D) the costs of a title search or of examining and updating the abstract of title for the tract or item of real property; (E) all taxes and special assessments on the tract or item of real property paid by the purchaser after the sale of the certificate plus interest at the rate of ten percent (10%) per annum on the amount of taxes and special assessments paid by the purchaser on the redeemed property; and (F), all costs of sale, advertising costs, and other expenses of the county directly attributable to the sale of the certificate. — [6, 316, 331, 420]
property-listing: 272500500 27-06-01-101-219.000-008 $300.00 Bailey, Russell J & Della Rae 1306 W Jeffras Ave Marion IN 46952 — [670, 170, 995, 190]
property-listing: 272500249 27-07-07-402-032.000-002 $300.00 Pettiford, Betty S Boots St 1800 Block Marion IN 46953 — [338, 485, 663, 505]
property-listing: 272500661 27-07-33-103-005.000-018 $300.00 Ashley Development Corp Broadway St 200 Block Gas City IN 46933 — [670, 912, 995, 932]
property-listing: 272500417 27-07-18-402-022.000-002 $300.00 Mills, Wallace E & Carolyn A S Gallatin St 3300 Block Marion IN 46953 27-07-18-402-019.000-002 and 27-07-18-402-023.000-002 are to be sold and redeemed together. — [338, 1738, 663, 1768]
property-listing: 272500089 27-07-06-101-134.000-002 $300.00 Scott, Andrea 308 N Branson St Marion IN 46952 — [6, 1022, 331, 1043]
property-listing: 272500535 27-06-01-104-286.000-008 $300.00 McFarland, Michael & Tina 1516 W 2nd St Marion IN 46952 — [670, 392, 995, 413]
property-listing: 272500287 27-07-08-303-023.000-002 $300.00 Crain, Dennis 2208 S Brownlee St Marion IN 46953 27-07-08-303-023.000-002, 27-07-08-303-026.000-002, and 27-07-08-303-030.000-002 are to be sold and redeemed together. — [338, 940, 663, 969]
property-listing: 272500508 27-06-01-103-083.000-008 $300.00 Bauer, Marjorie E 1706 W Nelson St Marion IN 46952 — [670, 188, 995, 208]
property-listing: 272500602 27-06-12-202-112.000-008 $300.00 Mathias, Johnny L 2100 Blk 12th St Marion IN 46953 — [670, 801, 995, 821]
property-listing: 272500863 27-02-31-404-100.000-033 $300.00 Johnson, Jerry 522 N Washington St Marion IN 46952 — [670, 1590, 995, 1610]
property-listing: 272500243 27-07-07-401-128.000-002 $300.00 Marble, Gregory S Meridian St 2100 Block Marion IN 46953 — [338, 429, 663, 450]
property-listing: 272500193 27-07-07-104-080.000-002 $300.00 Prosper Property LLC 1607 S Adams St Marion IN 46953 — [338, 21, 663, 41]
property-listing: 272500862 27-02-31-404-062.000-033 $300.00 Ellefson, Julie & David Mahon Ossana Omanwa 408 E Lincoln St Marion IN 46952 — [670, 1571, 995, 1591]
property-listing: 272500406 27-07-18-304-126.000-002 $300.00 Cohen, Yosi 125 W 37th St Marion IN 46953 — [338, 1627, 663, 1647]
property-listing: 272500599 27-06-12-103-050.000-008 $300.00 1700 Blk 14th St Trust 1700 Blk 14th St Marion IN 46953 — [670, 689, 995, 710]
property-listing: 272500547 27-06-01-402-101.000-008 $300.00 JNK Rentals LLC 1706 W 4th St Marion IN 46952 — [670, 467, 995, 487]
dated-line: Dated: 03/06/2026 — [132, 649, 204, 660]
property-listing: 272500832 27-32-05-401-047.000-032 $300.00 Yvonne N 716 Daniels St Marion IN 46952 — [670, 1367, 995, 1387]
property-listing: 272500116 27-07-06-301-152.000-002 $300.00 Randolph, Eric 801 W 5th St Marion IN 46952 — [6, 1134, 331, 1154]
property-listing: 272500174 27-07-07-102-183.000-002 $300.00 Wise, Deanna L 1315 S Boots St Marion IN 46953 — [6, 1561, 331, 1581]
property-listing: 272500536 27-06-01-204-004.000-008 $300.00 Centers, Ronald R & Michelle L W Euclid Ave 1800 Block Marion IN 46952 — [670, 411, 995, 431]
property-listing: 272500352 27-07-18-102-215.000-002 $300.00 Guerin, Robert E 2930 S Adams St Marion IN 46953 — [338, 1320, 663, 1341]
notice-paragraphs — [6, 96, 330, 648]
property-listing: 272500157 27-07-07-101-048.000-002 $300.00 Miller, Jimmie D 501 S Lincoln Blvd Marion IN 46953 — [6, 1431, 331, 1451]
property-listing: 272500069 27-07-05-201-136.000-002 $300.00 Riddle, Michael Jay 628 E Swayzee St Marion IN 46952 — [6, 874, 331, 894]
property-listing: 272500133 27-07-06-304-010.000-002 $300.00 Pierce, Eliane V 711 W 6th St Marion IN 46952 — [6, 1227, 331, 1247]
property-listing: 272500279 27-07-08-302-058.000-002 $300.00 Walker, Lenisha K 1824 S Brownlee St Marion IN 46953 — [338, 847, 663, 867]
